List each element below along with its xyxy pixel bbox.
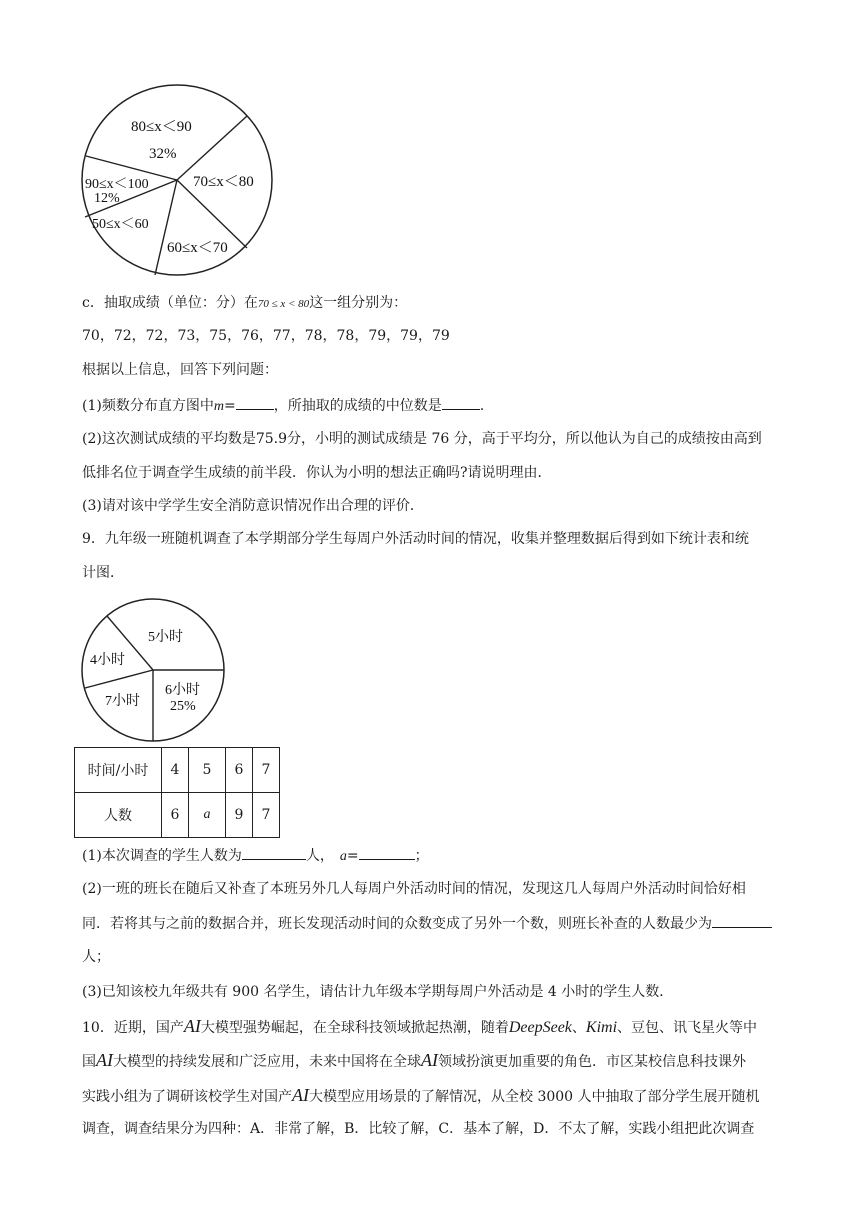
q9-blank-count[interactable] [242, 845, 306, 860]
pie2-slice-label: 6小时 [165, 683, 200, 698]
q10-line-4: 调查，调查结果分为四种：A．非常了解，B．比较了解，C．基本了解，D．不太了解，实践小组把此次调查 [82, 1121, 755, 1137]
q9-var-a: a [339, 849, 347, 864]
q8-p1-text-b: ，所抽取的成绩的中位数是 [273, 398, 442, 414]
q8-blank-median[interactable] [442, 395, 480, 410]
table-cell: 7 [253, 748, 280, 793]
q8-part-2-line-1: (2)这次测试成绩的平均数是75.9分，小明的测试成绩是 76 分，高于平均分，所以他认为自己的成绩按由高到 [82, 431, 762, 447]
q9-stem-line-1: 9．九年级一班随机调查了本学期部分学生每周户外活动时间的情况，收集并整理数据后得到如下统计表和统 [82, 531, 749, 547]
q9-p2-text: 同．若将其与之前的数据合并，班长发现活动时间的众数变成了另外一个数，则班长补查的人数最少为 [82, 916, 712, 932]
q8-p1-eq: = [223, 398, 236, 414]
q10-ai-term: AI [421, 1050, 438, 1070]
pie1-slice-label: 80≤x＜90 [131, 119, 192, 135]
pie1-slice-label: 90≤x＜100 [85, 177, 149, 192]
pie1-slice-percent: 12% [94, 191, 120, 206]
q8-part-c-suffix: 这一组分别为： [309, 295, 408, 311]
q10-text: 大模型应用场景的了解情况，从全校 3000 人中抽取了部分学生展开随机 [309, 1089, 760, 1105]
q8-scores: 70，72，72，73，75，76，77，78，78，79，79，79 [82, 328, 450, 344]
q8-part-c-prefix: c．抽取成绩（单位：分）在 [82, 295, 258, 311]
q10-line-1 [82, 1016, 757, 1038]
q9-p1-text-b: 人， [305, 848, 334, 864]
pie1-divider [177, 180, 247, 248]
pie2-slice-label: 7小时 [105, 694, 140, 709]
q10-text: 实践小组为了调研该校学生对国产 [82, 1089, 292, 1105]
pie1-divider [155, 180, 177, 275]
table-header-cell: 时间/小时 [75, 748, 162, 793]
q10-deepseek: DeepSeek [508, 1019, 572, 1036]
q9-part-1 [82, 845, 429, 867]
q10-text: 领域扮演更加重要的角色．市区某校信息科技课外 [438, 1054, 746, 1070]
q10-text: 国 [82, 1054, 96, 1070]
q9-blank-min-people[interactable] [712, 913, 772, 928]
q9-part-2-line-1: (2)一班的班长在随后又补查了本班另外几人每周户外活动时间的情况，发现这几人每周户外活动时间恰好相 [82, 881, 746, 897]
q10-line-2 [82, 1050, 746, 1072]
q9-stem-line-2: 计图． [82, 565, 124, 581]
table-cell: 6 [226, 748, 253, 793]
q8-p1-end: . [479, 398, 485, 414]
q10-text: 10．近期，国产 [82, 1020, 184, 1036]
q10-text: 大模型强势崛起，在全球科技领域掀起热潮，随着 [200, 1020, 509, 1036]
q8-part-3: (3)请对该中学学生安全消防意识情况作出合理的评价． [82, 498, 424, 514]
activity-table [74, 747, 280, 838]
table-row [75, 793, 280, 838]
q10-line-3 [82, 1085, 760, 1107]
q10-ai-term: AI [292, 1085, 309, 1105]
pie2-divider [85, 670, 153, 688]
q8-blank-m[interactable] [236, 395, 274, 410]
table-cell: 6 [162, 793, 189, 838]
q9-part-2-line-3: 人； [82, 949, 110, 965]
table-cell: a [189, 793, 226, 838]
pie1-slice-label: 60≤x＜70 [167, 240, 228, 256]
table-cell: 5 [189, 748, 226, 793]
q10-ai-term: AI [96, 1050, 113, 1070]
q8-p1-text-a: (1)频数分布直方图中 [82, 398, 214, 414]
table-row [75, 748, 280, 793]
q8-intro: 根据以上信息，回答下列问题： [82, 362, 278, 378]
q10-text: 、豆包、讯飞星火等中 [617, 1020, 758, 1036]
activity-pie-chart [80, 597, 226, 743]
q9-blank-a[interactable] [359, 845, 415, 860]
q9-part-3: (3)已知该校九年级共有 900 名学生，请估计九年级本学期每周户外活动是 4 小时的学生人数． [82, 984, 674, 1000]
q10-ai-term: AI [183, 1016, 201, 1036]
q9-part-2-line-2 [82, 913, 772, 934]
pie2-slice-percent: 25% [170, 699, 196, 714]
q10-kimi: Kimi [585, 1019, 618, 1036]
q8-var-m: m [213, 399, 224, 414]
table-cell: 7 [253, 793, 280, 838]
q9-p1-end: ； [414, 848, 429, 864]
q8-part-c [82, 293, 407, 314]
table-header-cell: 人数 [75, 793, 162, 838]
q10-text: 、 [571, 1020, 586, 1036]
table-cell: 4 [162, 748, 189, 793]
q8-range-expression: 70 ≤ x < 80 [257, 298, 310, 310]
pie2-slice-label: 5小时 [148, 630, 183, 645]
q8-part-1 [82, 395, 484, 417]
pie1-slice-label: 70≤x＜80 [193, 174, 254, 190]
pie1-slice-percent: 32% [149, 146, 177, 162]
table-cell: 9 [226, 793, 253, 838]
q9-p1-eq: = [346, 848, 359, 864]
q9-p1-text-a: (1)本次调查的学生人数为 [82, 848, 242, 864]
score-pie-chart [80, 78, 280, 278]
q10-text: 大模型的持续发展和广泛应用，未来中国将在全球 [113, 1054, 421, 1070]
pie2-slice-label: 4小时 [90, 653, 125, 668]
q8-part-2-line-2: 低排名位于调查学生成绩的前半段．你认为小明的想法正确吗?请说明理由． [82, 465, 552, 481]
pie1-slice-label: 50≤x＜60 [92, 217, 149, 232]
